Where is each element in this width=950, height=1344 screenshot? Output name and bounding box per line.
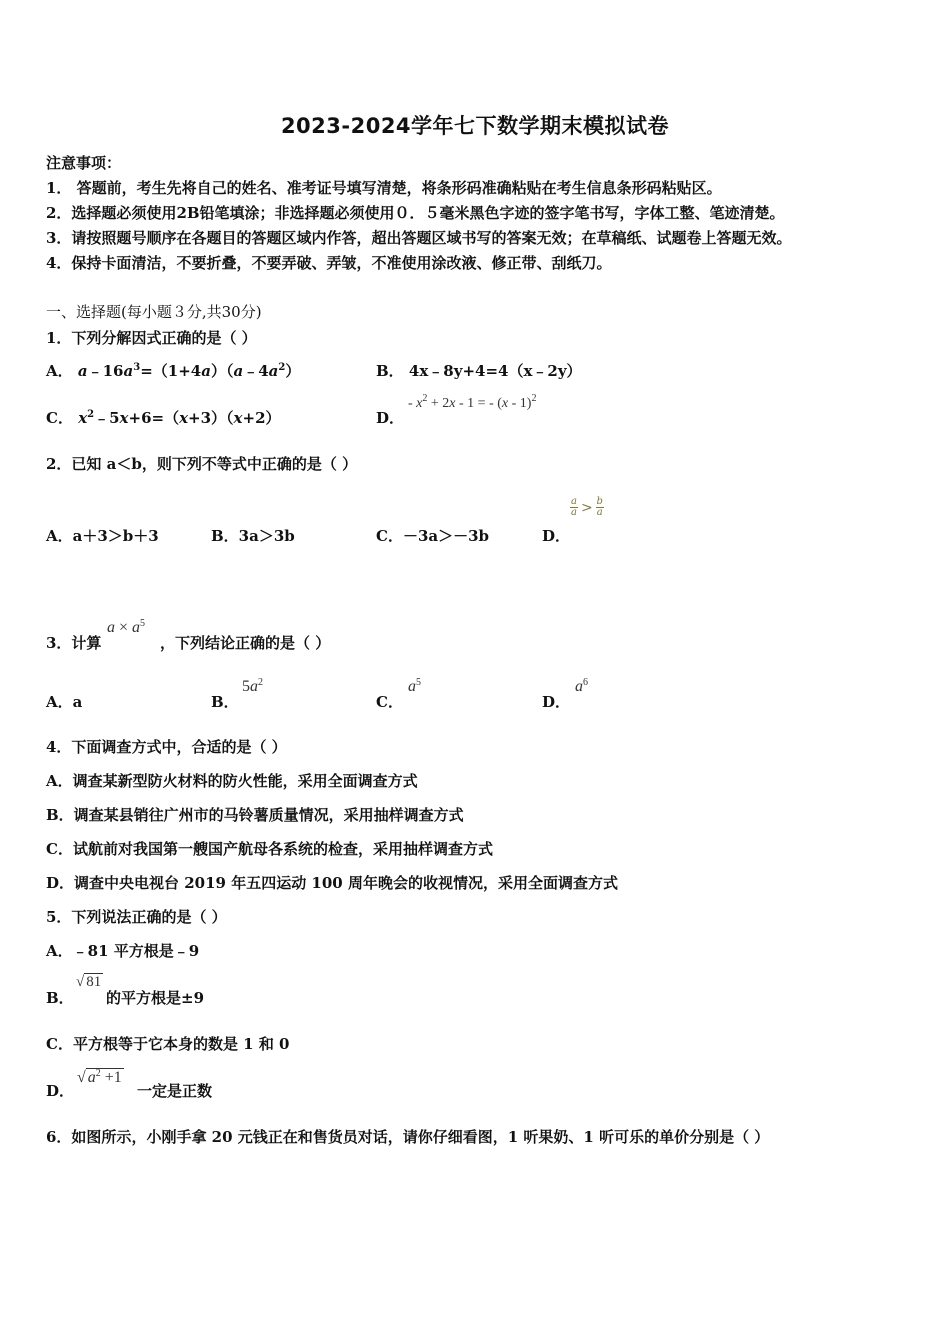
question-5-option-c: C．平方根等于它本身的数是 1 和 0: [46, 1035, 290, 1053]
question-2-option-a: A．a＋3＞b＋3: [46, 527, 159, 545]
page-title: 2023-2024学年七下数学期末模拟试卷: [280, 114, 670, 138]
option-a-label: A．: [46, 362, 73, 380]
question-3-option-b: $5a^2$: [242, 677, 263, 695]
question-4-option-a: A．调查某新型防火材料的防火性能，采用全面调查方式: [46, 772, 418, 790]
question-2-option-d: D．: [542, 527, 571, 545]
sqrt-81-formula: √ 81: [76, 974, 102, 990]
question-4-option-b: B．调查某县销往广州市的马铃薯质量情况，采用抽样调查方式: [46, 806, 464, 824]
question-1-stem: 1．下列分解因式正确的是（ ）: [46, 329, 257, 347]
question-5-option-a: A．﹣81 平方根是﹣9: [46, 942, 200, 960]
question-5-option-b-text: 的平方根是±9: [106, 989, 205, 1007]
question-3-stem-suffix: ，下列结论正确的是（ ）: [160, 634, 331, 652]
question-3-option-a: A．a: [46, 693, 83, 711]
question-3-option-c-label: C．: [376, 693, 403, 711]
notice-heading: 注意事项：: [46, 154, 122, 172]
option-d-label: D．: [376, 409, 405, 427]
question-3-option-c: $a^5$: [408, 677, 421, 695]
option-b-expression: 4x﹣8y+4=4（x﹣2y）: [408, 362, 582, 380]
section-heading: 一、选择题(每小题３分,共30分): [46, 303, 262, 321]
notice-item-3: 3．请按照题号顺序在各题目的答题区域内作答，超出答题区域书写的答案无效；在草稿纸、试题卷上答题无效。: [46, 229, 792, 247]
question-2-option-b: B．3a＞3b: [211, 527, 295, 545]
question-3-option-d: $a^6$: [575, 677, 588, 695]
option-d-fraction-formula: $\frac{a}{a}$ > $\frac{b}{a}$: [571, 496, 603, 518]
option-c-label: C．: [46, 409, 73, 427]
question-6-stem: 6．如图所示，小刚手拿 20 元钱正在和售货员对话，请你仔细看图，1 听果奶、1 听可乐的单价分别是（ ）: [46, 1128, 770, 1146]
question-1-option-b: [376, 360, 582, 381]
question-3-option-b-label: B．: [211, 693, 239, 711]
question-5-stem: 5．下列说法正确的是（ ）: [46, 908, 227, 926]
question-4-option-c: C．试航前对我国第一艘国产航母各系统的检查，采用抽样调查方式: [46, 840, 493, 858]
sqrt-a2-plus-1-formula: √ $a^2 +1$: [77, 1068, 122, 1086]
question-4-option-d: D．调查中央电视台 2019 年五四运动 100 周年晚会的收视情况，采用全面调查方式: [46, 874, 618, 892]
question-4-stem: 4．下面调查方式中，合适的是（ ）: [46, 738, 287, 756]
question-2-option-c: C．－3a＞－3b: [376, 527, 490, 545]
question-5-option-d-text: 一定是正数: [137, 1082, 213, 1100]
option-a-expression: a: [77, 362, 88, 380]
question-2-stem: 2．已知 a＜b，则下列不等式中正确的是（ ）: [46, 455, 358, 473]
notice-item-1: 1． 答题前，考生先将自己的姓名、准考证号填写清楚，将条形码准确粘贴在考生信息条形码粘贴区。: [46, 179, 722, 197]
notice-item-2: 2．选择题必须使用2B铅笔填涂；非选择题必须使用０．５毫米黑色字迹的签字笔书写，字体工整、笔迹清楚。: [46, 204, 785, 222]
option-d-formula: - $x^2 + 2x - 1$ = - (x - 1)$^2$: [408, 393, 537, 411]
question-1-option-c: C． $x^2﹣5x+6=(x+3)(x+2)$: [46, 409, 281, 427]
notice-item-4: 4．保持卡面清洁，不要折叠，不要弄破、弄皱，不准使用涂改液、修正带、刮纸刀。: [46, 254, 612, 272]
question-3-stem-prefix: 3．计算: [46, 634, 102, 652]
question-3-expression: $a \times a^5$: [107, 618, 146, 636]
option-b-label: B．: [376, 362, 404, 380]
question-5-option-d-label: D．: [46, 1082, 75, 1100]
question-1-option-a: A． $a﹣16a^3=(1+4a)(a﹣4a^2)$: [46, 362, 301, 380]
question-3-option-d-label: D．: [542, 693, 571, 711]
question-5-option-b-label: B．: [46, 989, 74, 1007]
question-1-option-d: [376, 407, 404, 428]
